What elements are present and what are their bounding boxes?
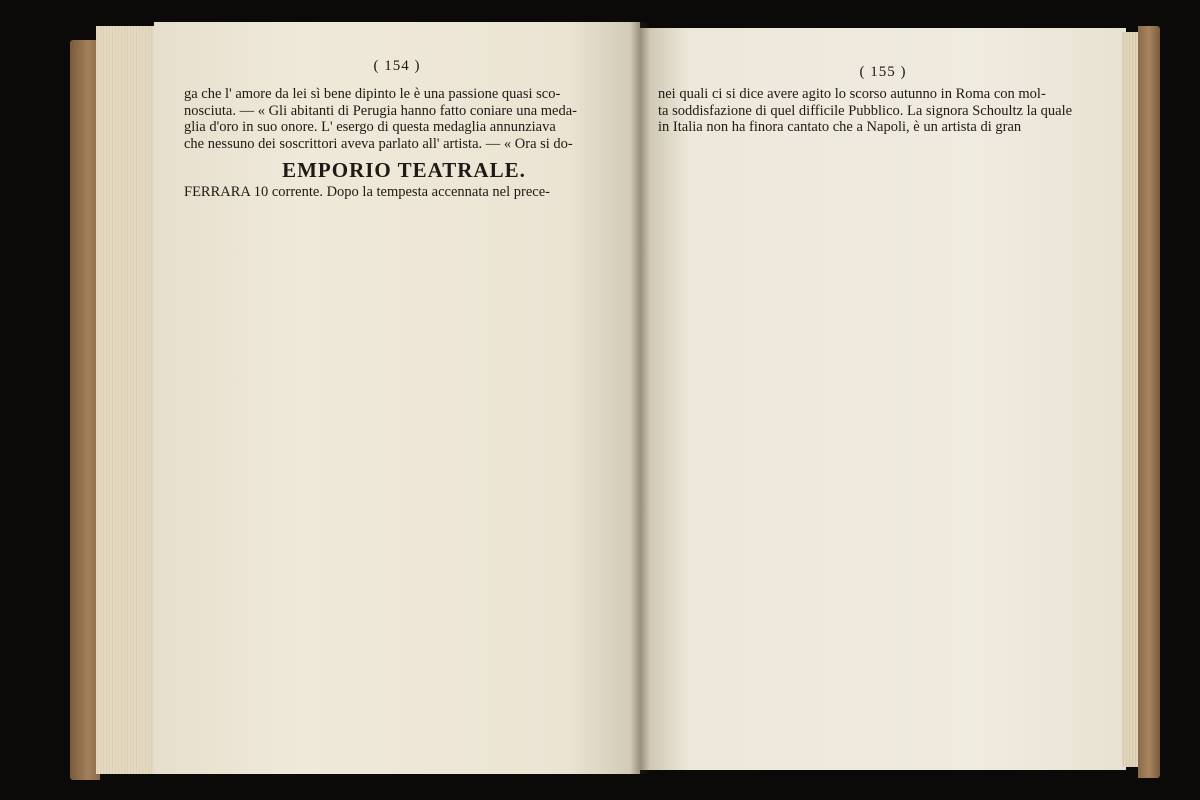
page-number: ( 155 ) bbox=[859, 64, 907, 80]
text-line: nei quali ci si dice avere agito lo scorso autunno in Roma con mol- bbox=[658, 86, 1046, 102]
left-page bbox=[154, 22, 640, 774]
book-gutter bbox=[630, 22, 650, 774]
text-line: nosciuta. — « Gli abitanti di Perugia hanno fatto coniare una meda- bbox=[184, 102, 577, 119]
text-line: ta soddisfazione di quel difficile Pubblico. La signora Schoultz la quale bbox=[658, 102, 1073, 119]
page-edges-left bbox=[96, 26, 156, 774]
page-number: ( 154 ) bbox=[373, 58, 421, 74]
text-line: glia d'oro in suo onore. L' esergo di questa medaglia annunziava bbox=[184, 119, 556, 136]
left-page-text bbox=[184, 86, 624, 201]
open-book bbox=[70, 22, 1160, 782]
book-cover-right bbox=[1138, 26, 1160, 778]
text-line: in Italia non ha finora cantato che a Napoli, è un artista di gran bbox=[658, 119, 1022, 136]
text-line: FERRARA 10 corrente. Dopo la tempesta accennata nel prece- bbox=[184, 183, 550, 200]
right-page-text bbox=[658, 86, 1110, 136]
right-page bbox=[640, 28, 1126, 770]
text-line: che nessuno dei soscrittori aveva parlato all' artista. — « Ora si do- bbox=[184, 136, 573, 153]
text-line: ga che l' amore da lei sì bene dipinto le è una passione quasi sco- bbox=[184, 86, 561, 102]
section-heading: EMPORIO TEATRALE. bbox=[282, 157, 526, 182]
